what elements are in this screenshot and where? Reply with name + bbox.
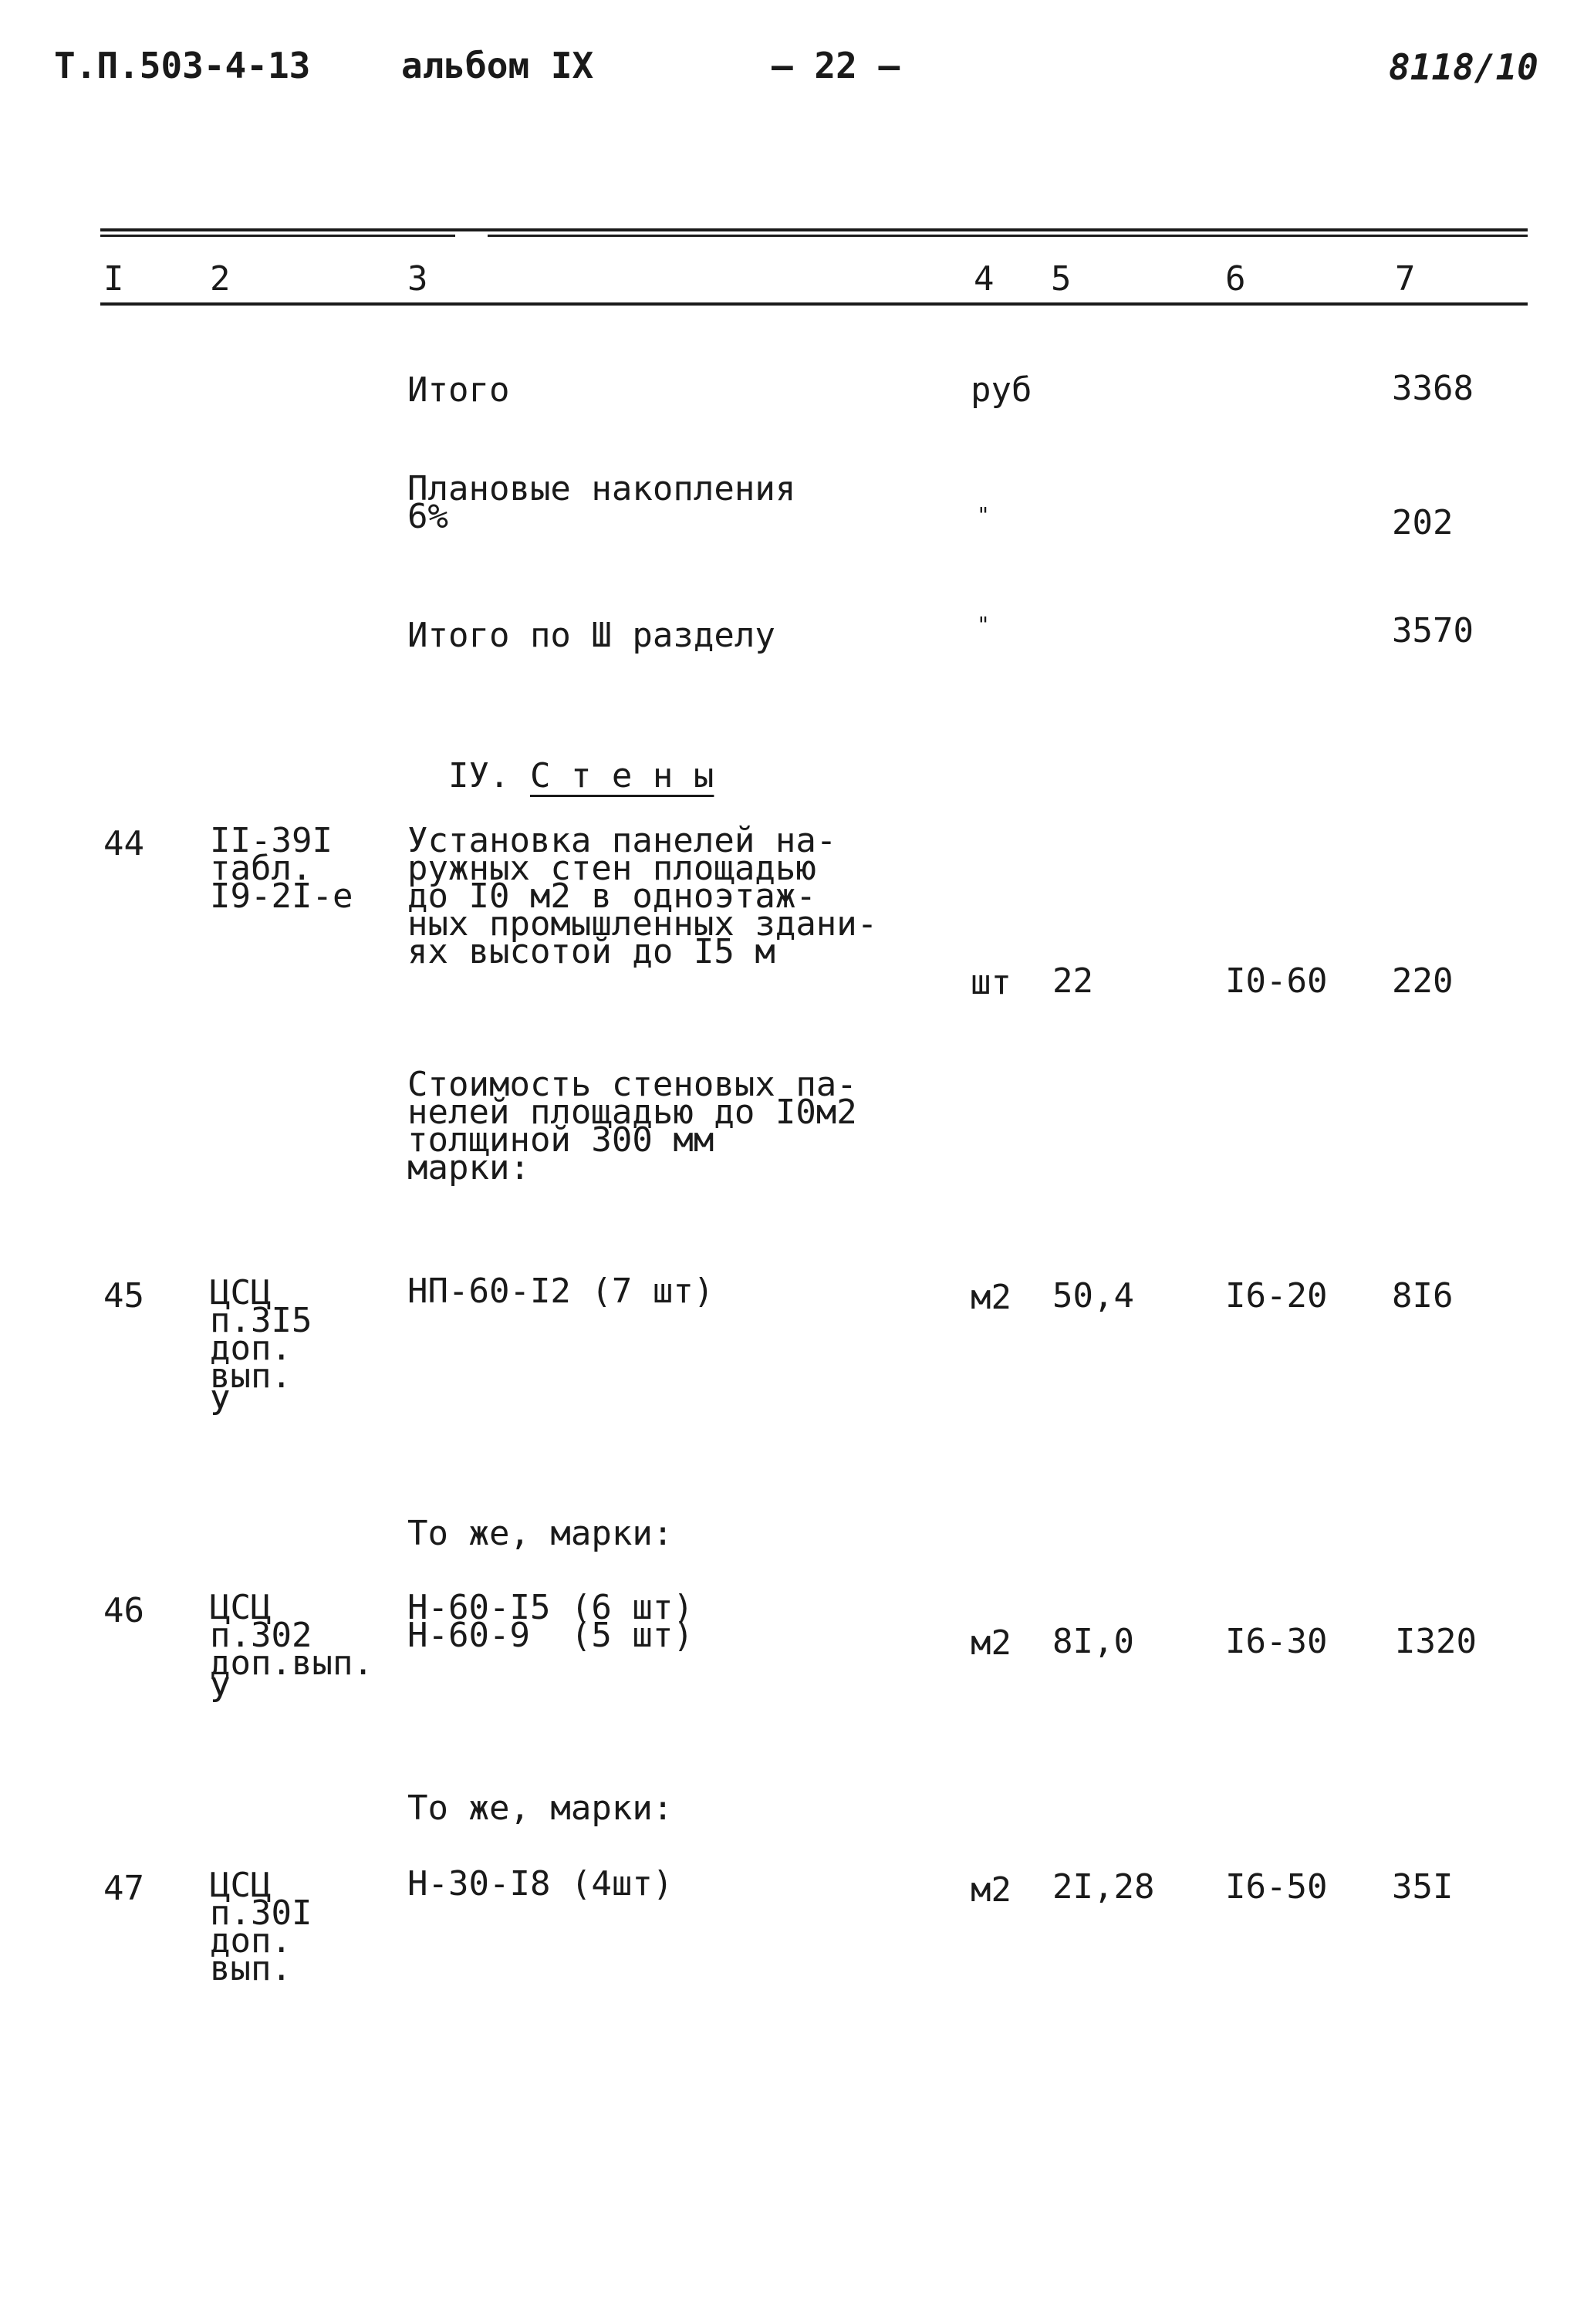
column-header-3: 3	[407, 259, 428, 299]
table-top-rule-segment	[488, 235, 1528, 237]
summary-unit-planned-savings: "	[977, 502, 990, 528]
row-reference: II-39I табл. I9-2I-е	[210, 821, 353, 916]
summary-unit-total: руб	[971, 370, 1032, 410]
document-code: Т.П.503-4-13	[54, 45, 311, 86]
row-unit: шт	[971, 963, 1011, 1002]
row-unit: м2	[971, 1870, 1011, 1910]
row-unit-price: I6-20	[1225, 1276, 1328, 1316]
row-total: I320	[1395, 1622, 1477, 1661]
column-header-2: 2	[210, 259, 231, 299]
same-marks-note: То же, марки:	[407, 1789, 674, 1828]
summary-value-total: 3368	[1392, 369, 1474, 408]
section-heading	[407, 725, 714, 793]
row-number: 46	[103, 1591, 144, 1630]
table-top-rule-segment	[100, 235, 455, 237]
row-number: 47	[103, 1869, 144, 1908]
summary-value-planned-savings: 202	[1392, 503, 1454, 542]
section-title: С т е н ы	[529, 756, 714, 795]
summary-label-section-total: Итого по Ш разделу	[407, 616, 775, 655]
table-top-rule	[100, 228, 1528, 231]
row-number: 44	[103, 824, 144, 863]
row-number: 45	[103, 1276, 144, 1316]
summary-value-section-total: 3570	[1392, 611, 1474, 650]
section-number: IУ.	[447, 756, 510, 795]
panels-cost-note: Стоимость стеновых па- нелей площадью до I0м2 толщиной 300 мм марки:	[407, 1065, 857, 1187]
sheet-reference: 8118/10	[1389, 46, 1538, 88]
album-label: альбом IX	[401, 45, 594, 86]
row-unit-price: I6-50	[1225, 1867, 1328, 1907]
summary-label-total: Итого	[407, 370, 510, 410]
page-number: – 22 –	[772, 45, 900, 86]
row-total: 8I6	[1392, 1276, 1454, 1316]
column-header-1: I	[103, 259, 124, 299]
row-reference: ЦСЦ п.30I доп. вып.	[210, 1866, 312, 1988]
row-description: НП-60-I2 (7 шт)	[407, 1272, 714, 1311]
column-header-4: 4	[974, 259, 995, 299]
row-unit: м2	[971, 1623, 1011, 1663]
row-unit: м2	[971, 1278, 1011, 1317]
same-marks-note: То же, марки:	[407, 1514, 674, 1553]
row-total: 220	[1392, 961, 1454, 1001]
header-bottom-rule	[100, 302, 1528, 306]
row-quantity: 2I,28	[1052, 1867, 1155, 1907]
column-header-6: 6	[1225, 259, 1246, 299]
row-reference: ЦСЦ п.302 доп.вып. У	[210, 1588, 373, 1711]
row-description: Н-60-I5 (6 шт) Н-60-9 (5 шт)	[407, 1588, 694, 1655]
row-unit-price: I0-60	[1225, 961, 1328, 1001]
column-header-7: 7	[1395, 259, 1416, 299]
row-description: Установка панелей на- ружных стен площадью до I0 м2 в одноэтаж- ных промышленных здани- ях высотой до I5 м	[407, 821, 878, 971]
row-quantity: 50,4	[1052, 1276, 1134, 1316]
row-quantity: 22	[1052, 961, 1093, 1001]
row-quantity: 8I,0	[1052, 1622, 1134, 1661]
summary-label-planned-savings: Плановые накопления 6%	[407, 469, 796, 536]
row-unit-price: I6-30	[1225, 1622, 1328, 1661]
column-header-5: 5	[1051, 259, 1072, 299]
summary-unit-section-total: "	[977, 612, 990, 637]
row-description: Н-30-I8 (4шт)	[407, 1864, 674, 1903]
row-total: 35I	[1392, 1867, 1454, 1907]
row-reference: ЦСЦ п.3I5 доп. вып. У	[210, 1273, 312, 1424]
